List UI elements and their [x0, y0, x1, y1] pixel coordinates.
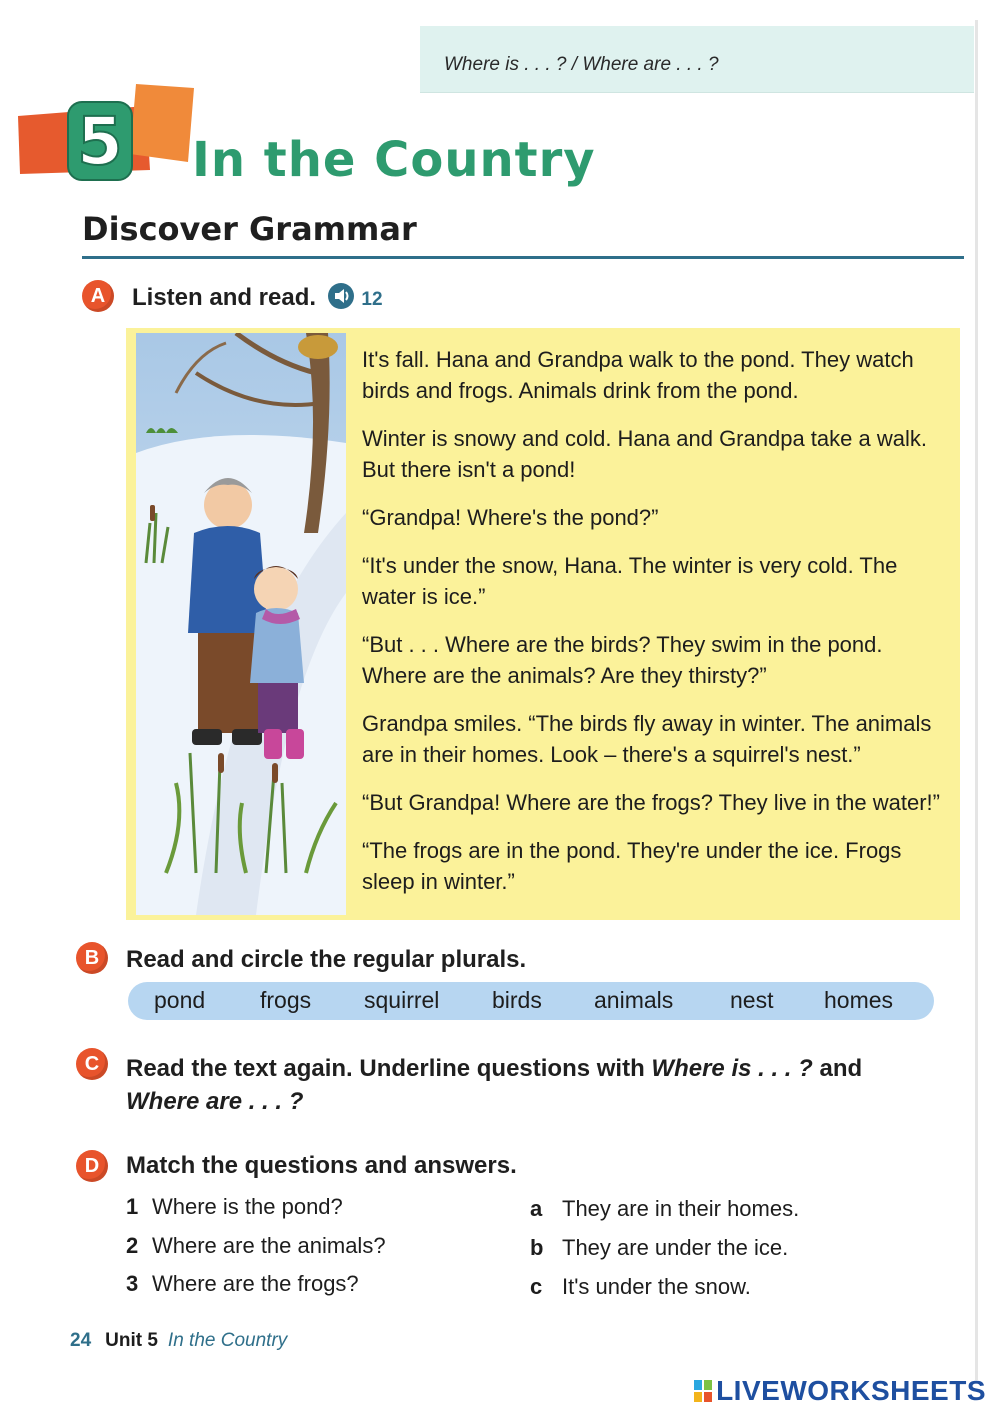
plural-word-option[interactable]: animals	[594, 987, 674, 1013]
question-text[interactable]: Where is the pond?	[152, 1194, 343, 1219]
heading-rule	[82, 256, 964, 259]
page-edge	[975, 20, 978, 1380]
story-paragraph: Winter is snowy and cold. Hana and Grandpa take a walk. But there isn't a pond!	[362, 426, 927, 482]
page-number: 24	[70, 1330, 92, 1351]
question-text[interactable]: Where are the animals?	[152, 1233, 386, 1258]
task-b-instruction: Read and circle the regular plurals.	[126, 946, 527, 973]
task-a-instruction-text: Listen and read.	[132, 284, 317, 311]
liveworksheets-logo-icon	[694, 1380, 712, 1402]
story-paragraph: It's fall. Hana and Grandpa walk to the pond. They watch birds and frogs. Animals drink from the pond.	[362, 347, 914, 403]
story-paragraph: “But Grandpa! Where are the frogs? They live in the water!”	[362, 790, 940, 815]
answer-letter: b	[530, 1235, 544, 1260]
plural-word-option[interactable]: birds	[492, 987, 542, 1013]
question-text[interactable]: Where are the frogs?	[152, 1271, 359, 1296]
question-number: 2	[126, 1233, 139, 1258]
plural-word-option[interactable]: nest	[730, 987, 774, 1013]
task-a-instruction	[132, 282, 383, 312]
header-band	[420, 26, 974, 93]
answer-letter: a	[530, 1196, 543, 1221]
answer-text[interactable]: They are in their homes.	[562, 1196, 800, 1221]
unit-number-badge	[18, 84, 198, 184]
audio-icon[interactable]	[327, 282, 355, 310]
plural-word-option[interactable]: pond	[154, 987, 206, 1013]
story-paragraph: Grandpa smiles. “The birds fly away in winter. The animals are in their homes. Look – there's a squirrel's nest.”	[362, 711, 932, 767]
task-d-badge: D	[76, 1150, 108, 1182]
answer-text[interactable]: It's under the snow.	[562, 1274, 751, 1299]
question-number: 1	[126, 1194, 139, 1219]
plural-word-option[interactable]: frogs	[260, 987, 312, 1013]
story-text	[362, 344, 952, 914]
task-c-badge: C	[76, 1048, 108, 1080]
plural-word-option[interactable]: squirrel	[364, 987, 440, 1013]
watermark-text: LIVEWORKSHEETS	[716, 1375, 986, 1406]
task-d-instruction: Match the questions and answers.	[126, 1152, 517, 1179]
story-paragraph: “Grandpa! Where's the pond?”	[362, 505, 659, 530]
task-c-text: Read the text again. Underline questions with	[126, 1055, 652, 1082]
answer-text[interactable]: They are under the ice.	[562, 1235, 789, 1260]
footer-unit-name: In the Country	[167, 1330, 288, 1351]
task-a-badge: A	[82, 280, 114, 312]
plurals-word-bar	[128, 982, 934, 1020]
winter-illustration	[136, 333, 346, 915]
task-c-instruction	[126, 1052, 862, 1118]
task-c-italic-where-is: Where is . . . ?	[651, 1055, 813, 1082]
unit-title: In the Country	[192, 132, 596, 188]
task-c-text-end: and	[812, 1055, 863, 1082]
story-paragraph: “The frogs are in the pond. They're under the ice. Frogs sleep in winter.”	[362, 838, 902, 894]
task-b-badge: B	[76, 942, 108, 974]
liveworksheets-watermark	[694, 1375, 986, 1407]
story-paragraph: “But . . . Where are the birds? They swim in the pond. Where are the animals? Are they thirsty?”	[362, 632, 883, 688]
answer-letter: c	[530, 1274, 543, 1299]
story-paragraph: “It's under the snow, Hana. The winter is very cold. The water is ice.”	[362, 553, 898, 609]
plural-word-option[interactable]: homes	[824, 987, 894, 1013]
question-number: 3	[126, 1271, 139, 1296]
header-band-text: Where is . . . ? / Where are . . . ?	[444, 54, 719, 75]
page-footer	[70, 1330, 287, 1352]
audio-track-number: 12	[361, 289, 383, 310]
task-c-italic-where-are: Where are . . . ?	[126, 1088, 304, 1115]
unit-number: 5	[77, 103, 123, 180]
footer-unit-label: Unit 5	[105, 1330, 158, 1351]
section-heading: Discover Grammar	[82, 210, 417, 248]
